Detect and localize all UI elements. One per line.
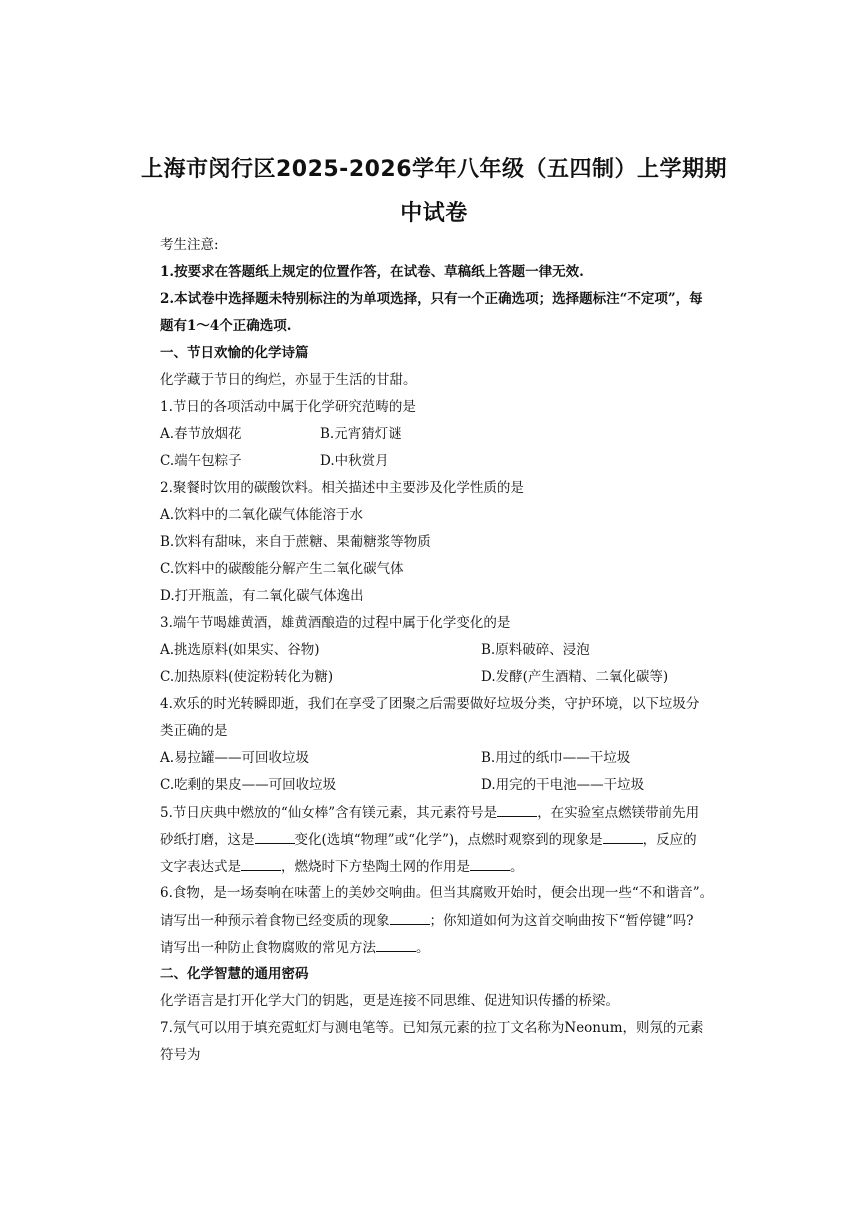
q5-text-6: 文字表达式是 <box>160 859 241 875</box>
q6-text-4: 请写出一种防止食物腐败的常见方法 <box>160 940 376 956</box>
q6-blank-1[interactable] <box>390 911 430 925</box>
q1-option-d: D.中秋赏月 <box>320 453 389 469</box>
q6-line3 <box>160 938 430 957</box>
notice-item-2-line2: 题有1～4个正确选项. <box>160 318 292 334</box>
q1-stem: 1.节日的各项活动中属于化学研究范畴的是 <box>160 399 416 415</box>
q5-text-4: 变化(选填“物理”或“化学”)，点燃时观察到的现象是 <box>294 832 603 848</box>
exam-title-line1: 上海市闵行区2025-2026学年八年级（五四制）上学期期 <box>140 157 728 182</box>
notice-item-2-line1: 2.本试卷中选择题未特别标注的为单项选择，只有一个正确选项；选择题标注“不定项”，每 <box>160 291 703 307</box>
q5-blank-3[interactable] <box>603 830 643 844</box>
exam-title-line2: 中试卷 <box>400 201 468 226</box>
q6-line2 <box>160 911 694 930</box>
q2-option-a: A.饮料中的二氧化碳气体能溶于水 <box>160 507 364 523</box>
section2-intro: 化学语言是打开化学大门的钥匙，更是连接不同思维、促进知识传播的桥梁。 <box>160 993 619 1009</box>
q6-text-3: ；你知道如何为这首交响曲按下“暂停键”吗? <box>429 913 694 929</box>
q6-text-2: 请写出一种预示着食物已经变质的现象 <box>160 913 390 929</box>
q1-option-b: B.元宵猜灯谜 <box>320 426 402 442</box>
q6-text-5: 。 <box>416 940 430 956</box>
q3-option-b: B.原料破碎、浸泡 <box>481 642 590 658</box>
q6-line1: 6.食物，是一场奏响在味蕾上的美妙交响曲。但当其腐败开始时，便会出现一些“不和谐音”。 <box>160 885 714 901</box>
q3-option-c: C.加热原料(使淀粉转化为糖) <box>160 669 334 685</box>
q4-stem-line2: 类正确的是 <box>160 723 228 739</box>
q1-option-c: C.端午包粽子 <box>160 453 242 469</box>
q5-text-1: 5.节日庆典中燃放的“仙女棒”含有镁元素，其元素符号是 <box>160 805 498 821</box>
q2-option-b: B.饮料有甜味，来自于蔗糖、果葡糖浆等物质 <box>160 534 431 550</box>
q5-text-3: 砂纸打磨，这是 <box>160 832 255 848</box>
notice-item-1: 1.按要求在答题纸上规定的位置作答，在试卷、草稿纸上答题一律无效. <box>160 264 584 280</box>
q5-text-5: ，反应的 <box>642 832 697 848</box>
q2-option-d: D.打开瓶盖，有二氧化碳气体逸出 <box>160 588 364 604</box>
q7-line1: 7.氖气可以用于填充霓虹灯与测电笔等。已知氖元素的拉丁文名称为Neonum，则氖的元素 <box>160 1020 704 1036</box>
q5-blank-5[interactable] <box>470 857 510 871</box>
q2-stem: 2.聚餐时饮用的碳酸饮料。相关描述中主要涉及化学性质的是 <box>160 480 524 496</box>
notice-heading: 考生注意: <box>160 237 219 253</box>
q5-blank-1[interactable] <box>497 803 537 817</box>
q6-blank-2[interactable] <box>376 938 416 952</box>
q4-option-d: D.用完的干电池——干垃圾 <box>481 777 645 793</box>
section1-intro: 化学藏于节日的绚烂，亦显于生活的甘甜。 <box>160 372 417 388</box>
q5-text-7: ，燃烧时下方垫陶土网的作用是 <box>281 859 470 875</box>
q5-blank-4[interactable] <box>241 857 281 871</box>
q5-line2 <box>160 830 697 849</box>
q2-option-c: C.饮料中的碳酸能分解产生二氧化碳气体 <box>160 561 404 577</box>
q4-option-c: C.吃剩的果皮——可回收垃圾 <box>160 777 337 793</box>
q5-line3 <box>160 857 524 876</box>
q4-option-b: B.用过的纸巾——干垃圾 <box>481 750 631 766</box>
q5-blank-2[interactable] <box>255 830 295 844</box>
q1-option-a: A.春节放烟花 <box>160 426 242 442</box>
q5-line1 <box>160 803 699 822</box>
q3-option-d: D.发酵(产生酒精、二氧化碳等) <box>481 669 669 685</box>
q3-stem: 3.端午节喝雄黄酒，雄黄酒酿造的过程中属于化学变化的是 <box>160 615 511 631</box>
section2-heading: 二、化学智慧的通用密码 <box>160 966 309 982</box>
q5-text-8: 。 <box>510 859 524 875</box>
q4-stem-line1: 4.欢乐的时光转瞬即逝，我们在享受了团聚之后需要做好垃圾分类，守护环境，以下垃圾分 <box>160 696 700 712</box>
section1-heading: 一、节日欢愉的化学诗篇 <box>160 345 309 361</box>
q3-option-a: A.挑选原料(如果实、谷物) <box>160 642 320 658</box>
q5-text-2: ，在实验室点燃镁带前先用 <box>537 805 700 821</box>
q7-line2: 符号为 <box>160 1047 201 1063</box>
q4-option-a: A.易拉罐——可回收垃圾 <box>160 750 310 766</box>
